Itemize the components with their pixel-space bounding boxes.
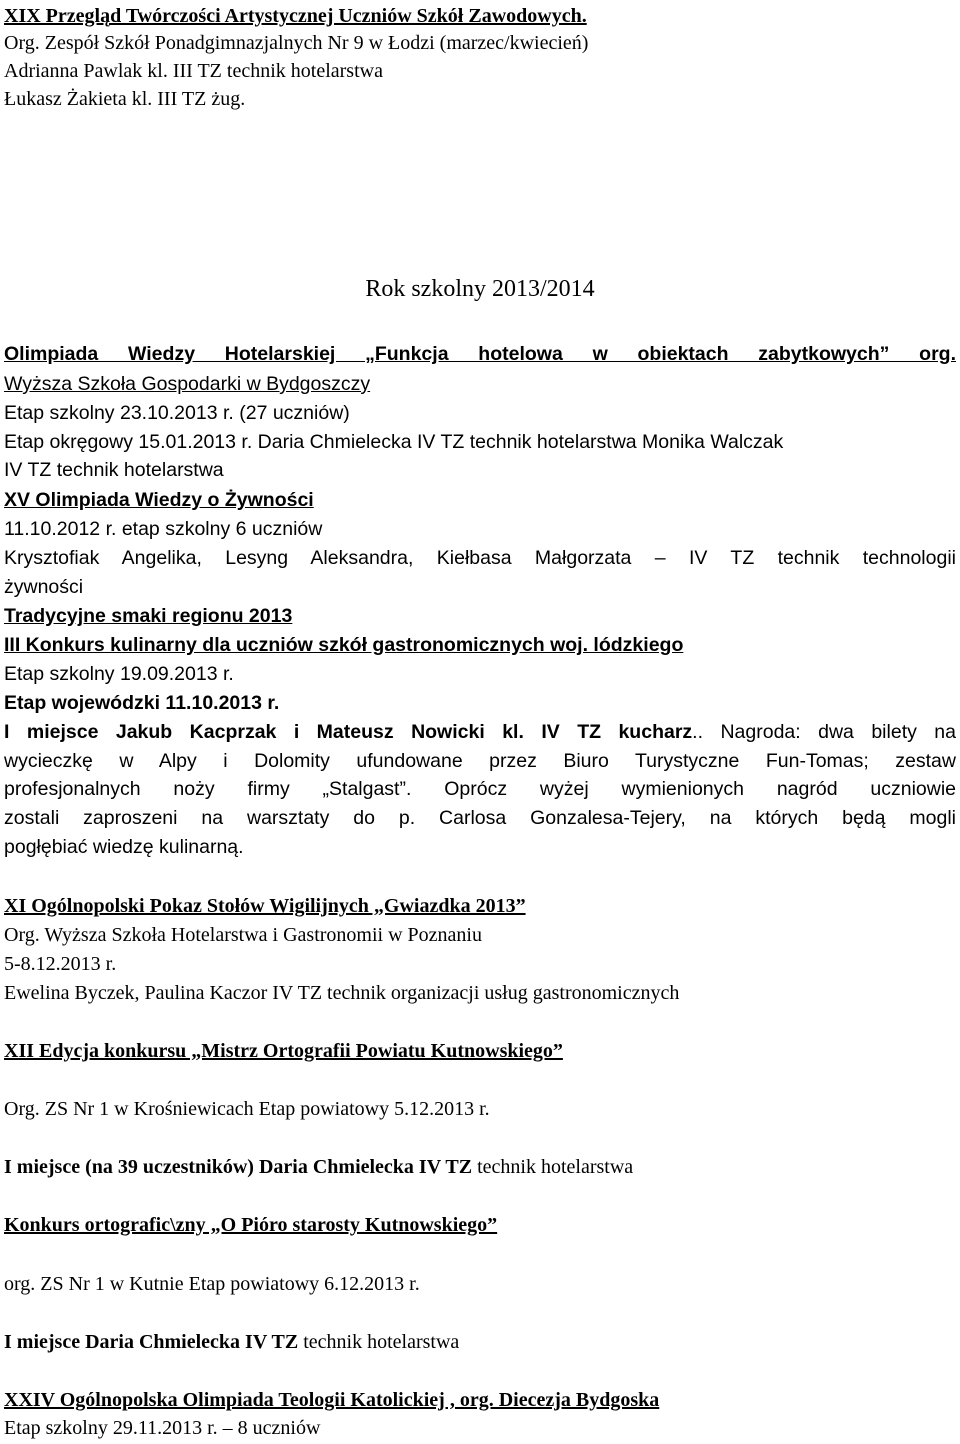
hotel-olympiad-school-stage: Etap szkolny 23.10.2013 r. (27 uczniów) — [4, 402, 350, 424]
culinary-prize-line-2: wycieczkę w Alpy i Dolomity ufundowane przez Biuro Turystyczne Fun-Tomas; zestaw — [4, 750, 956, 772]
food-olympiad-title: XV Olimpiada Wiedzy o Żywności — [4, 489, 314, 511]
pen-contest-winner-class: technik hotelarstwa — [298, 1331, 460, 1353]
spelling-master-winner-class: technik hotelarstwa — [472, 1156, 634, 1178]
festival-organizer: Org. Zespół Szkół Ponadgimnazjalnych Nr 9 w Łodzi (marzec/kwiecień) — [4, 32, 589, 54]
culinary-prize-line-5: pogłębiać wiedzę kulinarną. — [4, 836, 244, 858]
culinary-regional-stage: Etap wojewódzki 11.10.2013 r. — [4, 692, 280, 714]
christmas-tables-organizer: Org. Wyższa Szkoła Hotelarstwa i Gastronomii w Poznaniu — [4, 924, 482, 946]
festival-participant-2: Łukasz Żakieta kl. III TZ żug. — [4, 88, 246, 110]
spelling-master-organizer: Org. ZS Nr 1 w Krośniewicach Etap powiatowy 5.12.2013 r. — [4, 1098, 490, 1120]
hotel-olympiad-organizer-text: Wyższa Szkoła Gospodarki w Bydgoszczy — [4, 373, 371, 395]
theology-olympiad-title: XXIV Ogólnopolska Olimpiada Teologii Katolickiej , org. Diecezja Bydgoska — [4, 1389, 660, 1411]
pen-contest-result — [4, 1330, 459, 1354]
hotel-olympiad-organizer — [4, 372, 370, 396]
spelling-master-winner: I miejsce (na 39 uczestników) Daria Chmielecka IV TZ — [4, 1156, 473, 1178]
christmas-tables-participants: Ewelina Byczek, Paulina Kaczor IV TZ technik organizacji usług gastronomicznych — [4, 982, 680, 1004]
school-year-title: Rok szkolny 2013/2014 — [365, 276, 595, 302]
christmas-tables-date: 5-8.12.2013 r. — [4, 953, 117, 975]
pen-contest-winner: I miejsce Daria Chmielecka IV TZ — [4, 1331, 299, 1353]
food-olympiad-participants: Krysztofiak Angelika, Lesyng Aleksandra, Kiełbasa Małgorzata – IV TZ technik technologii — [4, 547, 956, 569]
pen-contest-title: Konkurs ortografic\zny „O Pióro starosty Kutnowskiego” — [4, 1214, 498, 1236]
culinary-school-stage: Etap szkolny 19.09.2013 r. — [4, 663, 234, 685]
hotel-olympiad-title: Olimpiada Wiedzy Hotelarskiej „Funkcja hotelowa w obiektach zabytkowych” org. — [4, 343, 956, 365]
culinary-winners — [4, 720, 956, 744]
spelling-master-result — [4, 1155, 633, 1179]
pen-contest-organizer: org. ZS Nr 1 w Kutnie Etap powiatowy 6.12.2013 r. — [4, 1273, 420, 1295]
hotel-olympiad-line-1 — [4, 342, 956, 366]
food-olympiad-school-stage: 11.10.2012 r. etap szkolny 6 uczniów — [4, 518, 323, 540]
hotel-olympiad-district-stage-cont: IV TZ technik hotelarstwa — [4, 459, 224, 481]
culinary-prize-line-4: zostali zaproszeni na warsztaty do p. Carlosa Gonzalesa-Tejery, na których będą mogli — [4, 807, 956, 829]
food-olympiad-participants-cont: żywności — [4, 576, 84, 598]
culinary-contest-title: III Konkurs kulinarny dla uczniów szkół gastronomicznych woj. lódzkiego — [4, 634, 684, 656]
traditional-flavors-title: Tradycyjne smaki regionu 2013 — [4, 605, 293, 627]
culinary-prize-intro: .. Nagroda: dwa bilety na — [692, 721, 956, 743]
christmas-tables-title: XI Ogólnopolski Pokaz Stołów Wigilijnych „Gwiazdka 2013” — [4, 895, 526, 917]
hotel-olympiad-district-stage: Etap okręgowy 15.01.2013 r. Daria Chmielecka IV TZ technik hotelarstwa Monika Walczak — [4, 431, 784, 453]
festival-participant-1: Adrianna Pawlak kl. III TZ technik hotelarstwa — [4, 60, 383, 82]
culinary-prize-line-3: profesjonalnych noży firmy „Stalgast”. Oprócz wyżej wymienionych nagród uczniowie — [4, 778, 956, 800]
culinary-winners-names: I miejsce Jakub Kacprzak i Mateusz Nowicki kl. IV TZ kucharz — [4, 721, 693, 743]
spelling-master-title: XII Edycja konkursu „Mistrz Ortografii Powiatu Kutnowskiego” — [4, 1040, 563, 1062]
festival-heading: XIX Przegląd Twórczości Artystycznej Uczniów Szkół Zawodowych. — [4, 5, 587, 27]
theology-olympiad-stage: Etap szkolny 29.11.2013 r. – 8 uczniów — [4, 1417, 321, 1439]
